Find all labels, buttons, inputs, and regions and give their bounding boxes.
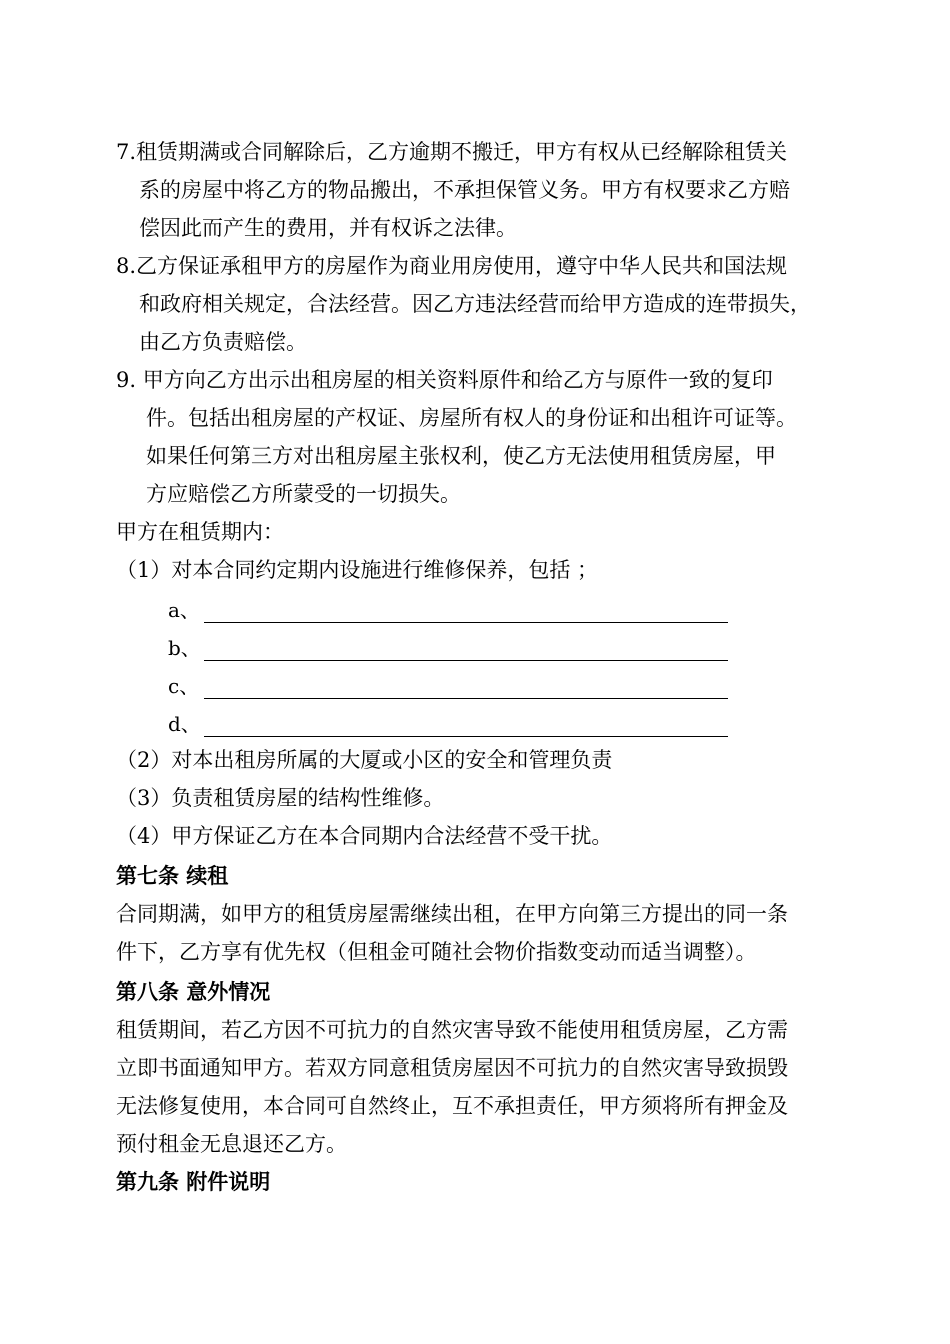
clause-9-line-4: 方应赔偿乙方所蒙受的一切损失。 <box>146 482 461 506</box>
blank-label: c、 <box>168 674 200 698</box>
duty-1: （1）对本合同约定期内设施进行维修保养，包括 ； <box>116 558 599 582</box>
blank-label: d、 <box>168 712 201 736</box>
blank-label: b、 <box>168 636 201 660</box>
blank-item-b <box>168 634 728 662</box>
fill-in-line[interactable] <box>204 660 728 661</box>
article-7-heading: 第七条 续租 <box>116 864 229 888</box>
article-8-line-4: 预付租金无息退还乙方。 <box>116 1132 347 1156</box>
blank-label: a、 <box>168 598 200 622</box>
clause-9-line-2: 件。包括出租房屋的产权证、房屋所有权人的身份证和出租许可证等。 <box>146 406 797 430</box>
clause-8-line-1: 8.乙方保证承租甲方的房屋作为商业用房使用，遵守中华人民共和国法规 <box>116 254 788 278</box>
blank-item-a <box>168 596 728 624</box>
clause-9-line-3: 如果任何第三方对出租房屋主张权利，使乙方无法使用租赁房屋，甲 <box>146 444 776 468</box>
duty-4: （4）甲方保证乙方在本合同期内合法经营不受干扰。 <box>116 824 613 848</box>
lessor-duties-heading: 甲方在租赁期内： <box>116 520 284 544</box>
clause-9-line-1: 9. 甲方向乙方出示出租房屋的相关资料原件和给乙方与原件一致的复印 <box>116 368 773 392</box>
clause-7-line-1: 7.租赁期满或合同解除后，乙方逾期不搬迁，甲方有权从已经解除租赁关 <box>116 140 788 164</box>
duty-2: （2）对本出租房所属的大厦或小区的安全和管理负责 <box>116 748 613 772</box>
article-8-line-3: 无法修复使用，本合同可自然终止，互不承担责任，甲方须将所有押金及 <box>116 1094 788 1118</box>
article-7-line-2: 件下，乙方享有优先权（但租金可随社会物价指数变动而适当调整）。 <box>116 940 757 964</box>
fill-in-line[interactable] <box>204 622 728 623</box>
article-8-line-2: 立即书面通知甲方。若双方同意租赁房屋因不可抗力的自然灾害导致损毁 <box>116 1056 788 1080</box>
clause-8-line-3: 由乙方负责赔偿。 <box>139 330 307 354</box>
article-8-line-1: 租赁期间，若乙方因不可抗力的自然灾害导致不能使用租赁房屋，乙方需 <box>116 1018 788 1042</box>
clause-7-line-2: 系的房屋中将乙方的物品搬出，不承担保管义务。甲方有权要求乙方赔 <box>139 178 790 202</box>
duty-3: （3）负责租赁房屋的结构性维修。 <box>116 786 445 810</box>
blank-item-c <box>168 672 728 700</box>
article-9-heading: 第九条 附件说明 <box>116 1170 271 1194</box>
clause-8-line-2: 和政府相关规定，合法经营。因乙方违法经营而给甲方造成的连带损失， <box>139 292 811 316</box>
fill-in-line[interactable] <box>204 698 728 699</box>
article-7-line-1: 合同期满，如甲方的租赁房屋需继续出租，在甲方向第三方提出的同一条 <box>116 902 788 926</box>
clause-7-line-3: 偿因此而产生的费用，并有权诉之法律。 <box>139 216 517 240</box>
article-8-heading: 第八条 意外情况 <box>116 980 271 1004</box>
blank-item-d <box>168 710 728 738</box>
fill-in-line[interactable] <box>204 736 728 737</box>
